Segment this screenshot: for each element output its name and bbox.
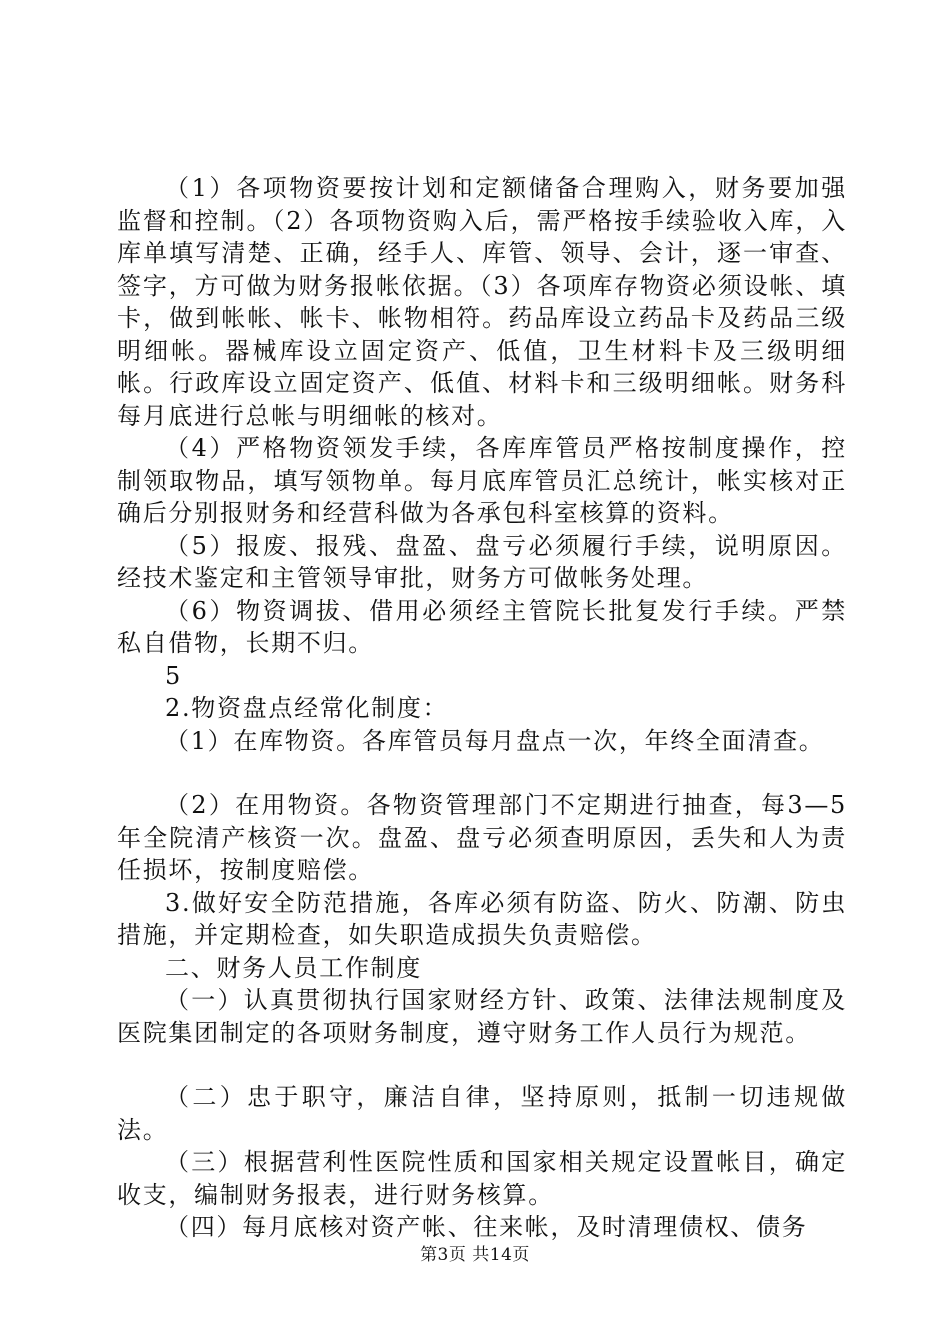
paragraph-material-lending: （6）物资调拔、借用必须经主管院长批复发行手续。严禁私自借物，长期不归。: [117, 596, 847, 657]
section-heading-inventory: 2.物资盘点经常化制度：: [165, 694, 449, 722]
paragraph-rule-three: （三）根据营利性医院性质和国家相关规定设置帐目，确定收支，编制财务报表，进行财务核算。: [117, 1148, 847, 1209]
paragraph-in-stock-materials: （1）在库物资。各库管员每月盘点一次，年终全面清查。: [165, 726, 825, 755]
paragraph-scrap-handling: （5）报废、报残、盘盈、盘亏必须履行手续，说明原因。经技术鉴定和主管领导审批，财务方可做帐务处理。: [117, 531, 847, 592]
paragraph-safety-measures: 3.做好安全防范措施，各库必须有防盗、防火、防潮、防虫措施，并定期检查，如失职造成损失负责赔偿。: [117, 888, 847, 949]
paragraph-in-use-materials: （2）在用物资。各物资管理部门不定期进行抽查，每3—5年全院清产核资一次。盘盈、盘亏必须查明原因，丢失和人为责任损坏，按制度赔偿。: [117, 791, 847, 884]
paragraph-stray-number: 5: [165, 661, 182, 690]
paragraph-rule-two: （二）忠于职守，廉洁自律，坚持原则，抵制一切违规做法。: [117, 1083, 847, 1144]
section-heading-finance-staff: 二、财务人员工作制度: [165, 953, 422, 982]
page-number-footer: 第3页 共14页: [420, 1245, 530, 1265]
paragraph-material-issuing: （4）严格物资领发手续，各库库管员严格按制度操作，控制领取物品，填写领物单。每月底库管员汇总统计，帐实核对正确后分别报财务和经营科做为各承包科室核算的资料。: [117, 434, 847, 527]
paragraph-rule-four: （四）每月底核对资产帐、往来帐，及时清理债权、债务: [165, 1213, 808, 1241]
paragraph-material-procurement: （1）各项物资要按计划和定额储备合理购入，财务要加强监督和控制。（2）各项物资购入后，需严格按手续验收入库，入库单填写清楚、正确，经手人、库管、领导、会计，逐一审查、签字，方可做为财务报帐依据。（3）各项库存物资必须设帐、填卡，做到帐帐、帐卡、帐物相符。药品库设立药品卡及药品三级明细帐。器械库设立固定资产、低值，卫生材料卡及三级明细帐。行政库设立固定资产、低值、材料卡和三级明细帐。财务科每月底进行总帐与明细帐的核对。: [117, 174, 847, 430]
document-body: [117, 172, 847, 1244]
paragraph-rule-one: （一）认真贯彻执行国家财经方针、政策、法律法规制度及医院集团制定的各项财务制度，遵守财务工作人员行为规范。: [117, 986, 847, 1047]
